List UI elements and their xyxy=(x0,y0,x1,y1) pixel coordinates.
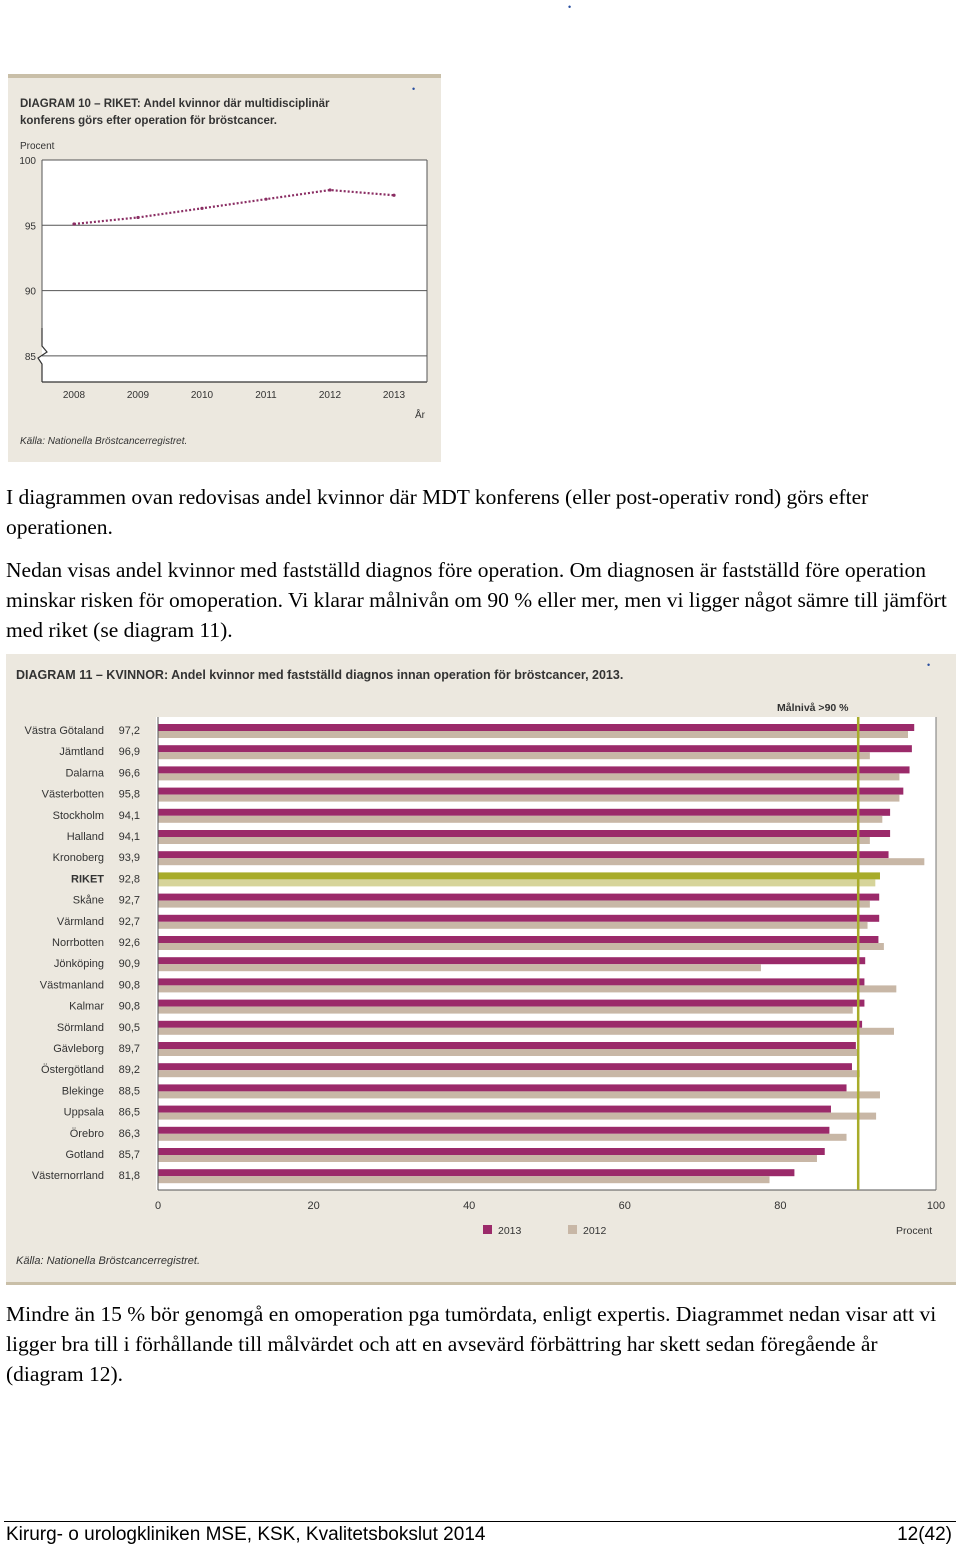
value-label: 86,3 xyxy=(118,1127,140,1140)
bar-2013 xyxy=(158,1042,856,1049)
x-tick-label: 2009 xyxy=(126,390,150,401)
bar-2012 xyxy=(158,1091,880,1098)
category-label: Jämtland xyxy=(59,746,104,759)
data-point xyxy=(392,194,395,197)
bar-2012 xyxy=(158,1134,847,1141)
diagram-10-svg xyxy=(8,78,441,462)
value-label: 92,7 xyxy=(118,894,140,907)
x-tick-label: 60 xyxy=(618,1200,631,1212)
source-note: Källa: Nationella Bröstcancerregistret. xyxy=(20,436,188,447)
y-tick-label: 85 xyxy=(24,351,36,363)
paragraph-mdt: I diagrammen ovan redovisas andel kvinnor där MDT konferens (eller post-operativ rond) görs efter operationen. xyxy=(6,485,869,539)
value-label: 92,7 xyxy=(118,915,140,928)
legend-label-2012: 2012 xyxy=(583,1225,607,1237)
bar-2013 xyxy=(158,978,864,985)
bar-2012 xyxy=(158,795,899,802)
bar-2012 xyxy=(158,1113,876,1120)
bar-2013 xyxy=(158,809,890,816)
category-labels xyxy=(25,725,105,1182)
bar-2013 xyxy=(158,724,914,731)
bar-2012 xyxy=(158,858,924,865)
bar-2013 xyxy=(158,851,889,858)
category-label: Stockholm xyxy=(52,809,104,822)
value-label: 92,8 xyxy=(118,873,140,886)
x-tick-label: 100 xyxy=(926,1200,946,1212)
category-label: Norrbotten xyxy=(52,937,104,949)
value-label: 89,7 xyxy=(118,1043,140,1055)
diagram-10-mark: • xyxy=(412,84,416,94)
diagram-10-title-line2: konferens görs efter operation för bröstcancer. xyxy=(20,115,277,127)
value-label: 95,8 xyxy=(118,788,140,801)
value-label: 88,5 xyxy=(118,1085,140,1098)
bar-2013 xyxy=(158,745,912,752)
category-label: Värmland xyxy=(56,915,104,928)
bar-2012 xyxy=(158,731,908,738)
bar-2012 xyxy=(158,1070,860,1077)
value-label: 90,8 xyxy=(118,979,140,992)
bar-2012 xyxy=(158,901,870,908)
x-tick-labels xyxy=(63,390,406,401)
category-label: RIKET xyxy=(71,873,104,886)
bar-2012 xyxy=(158,1028,894,1035)
footer-title: Kirurg- o urologkliniken MSE, KSK, Kvalitetsbokslut 2014 xyxy=(6,1524,486,1545)
diagram-11 xyxy=(6,654,956,1285)
value-label: 92,6 xyxy=(118,937,140,949)
data-point xyxy=(328,188,331,191)
bar-2013 xyxy=(158,957,865,964)
diagram-11-mark: • xyxy=(927,660,931,670)
data-point xyxy=(72,222,75,225)
data-point xyxy=(264,198,267,201)
value-label: 81,8 xyxy=(118,1170,140,1183)
y-tick-labels xyxy=(19,156,36,363)
diagram-10-title-line1: DIAGRAM 10 – RIKET: Andel kvinnor där multidisciplinär xyxy=(20,98,330,110)
page-number: 12(42) xyxy=(897,1524,952,1545)
paragraph-diagnos: Nedan visas andel kvinnor med fastställd diagnos före operation. Om diagnosen är fastställd före operation minskar risken för omoperation. Vi klarar målnivån om 90 % eller mer, men vi ligger något sämre till jämfört med riket (se diagram 11). xyxy=(6,558,947,642)
value-label: 94,1 xyxy=(118,809,140,822)
category-label: Örebro xyxy=(69,1127,104,1140)
y-tick-label: 90 xyxy=(24,286,36,298)
x-tick-label: 2011 xyxy=(255,390,277,401)
legend-swatch-2012 xyxy=(568,1225,577,1234)
value-label: 90,8 xyxy=(118,1000,140,1013)
category-label: Uppsala xyxy=(63,1106,104,1119)
category-label: Kronoberg xyxy=(52,852,104,865)
target-label: Målnivå >90 % xyxy=(777,702,849,714)
category-label: Blekinge xyxy=(61,1085,104,1098)
bar-2013 xyxy=(158,1063,852,1070)
category-label: Västra Götaland xyxy=(24,725,104,737)
value-label: 96,6 xyxy=(118,767,140,780)
bar-2013 xyxy=(158,788,903,795)
bar-2012 xyxy=(158,752,870,759)
diagram-11-svg xyxy=(6,654,956,1282)
bar-2013 xyxy=(158,1106,831,1113)
x-tick-label: 40 xyxy=(463,1200,476,1212)
x-axis-label: Procent xyxy=(896,1225,933,1237)
x-tick-label: 2013 xyxy=(382,390,406,401)
value-labels xyxy=(119,725,140,1182)
bar-2013 xyxy=(158,894,879,901)
bar-2012 xyxy=(158,1155,817,1162)
bar-2012 xyxy=(158,1049,857,1056)
footer-rule xyxy=(4,1521,956,1522)
category-label: Västernorrland xyxy=(31,1170,104,1183)
x-tick-label: 20 xyxy=(307,1200,320,1212)
bar-2013 xyxy=(158,830,890,837)
value-label: 89,2 xyxy=(118,1064,140,1077)
bar-2012 xyxy=(158,1007,853,1014)
y-axis-label: Procent xyxy=(20,141,55,152)
x-tick-label: 2012 xyxy=(318,390,342,401)
category-label: Halland xyxy=(66,831,104,843)
data-point xyxy=(200,207,203,210)
bar-2012 xyxy=(158,922,868,929)
category-label: Kalmar xyxy=(69,1000,104,1013)
bar-2013 xyxy=(158,915,879,922)
legend-swatch-2013 xyxy=(483,1225,492,1234)
category-label: Gotland xyxy=(65,1149,104,1161)
category-label: Östergötland xyxy=(41,1064,104,1077)
diagram-11-title: DIAGRAM 11 – KVINNOR: Andel kvinnor med fastställd diagnos innan operation för bröstcancer, 2013. xyxy=(16,668,624,682)
x-tick-label: 2008 xyxy=(62,390,86,401)
category-label: Västmanland xyxy=(39,979,104,992)
page-mark: • xyxy=(568,2,572,12)
bar-2013 xyxy=(158,936,878,943)
bar-2012 xyxy=(158,879,875,886)
bar-2012 xyxy=(158,837,870,844)
bar-2012 xyxy=(158,816,882,823)
category-label: Jönköping xyxy=(53,958,104,971)
bar-2012 xyxy=(158,985,896,992)
category-label: Dalarna xyxy=(65,767,104,780)
bar-2013 xyxy=(158,1021,862,1028)
bar-2013 xyxy=(158,1148,825,1155)
bar-2013 xyxy=(158,1084,847,1091)
value-label: 90,5 xyxy=(118,1021,140,1034)
bar-2012 xyxy=(158,1176,770,1183)
bar-2013 xyxy=(158,872,880,879)
data-point xyxy=(136,216,139,219)
bar-2013 xyxy=(158,1169,794,1176)
category-label: Skåne xyxy=(72,894,104,907)
bar-2013 xyxy=(158,766,910,773)
x-tick-label: 0 xyxy=(154,1200,162,1212)
value-label: 94,1 xyxy=(118,831,140,843)
value-label: 85,7 xyxy=(118,1149,140,1161)
source-note: Källa: Nationella Bröstcancerregistret. xyxy=(16,1255,201,1267)
x-tick-label: 2010 xyxy=(190,390,214,401)
bar-2012 xyxy=(158,964,761,971)
value-label: 97,2 xyxy=(118,725,140,737)
bar-2012 xyxy=(158,943,884,950)
legend-label-2013: 2013 xyxy=(498,1225,522,1237)
diagram-10 xyxy=(8,74,441,462)
x-axis-label: År xyxy=(415,410,425,421)
bar-2012 xyxy=(158,773,899,780)
category-label: Gävleborg xyxy=(53,1043,104,1055)
y-tick-label: 100 xyxy=(19,156,36,167)
x-tick-labels xyxy=(155,1200,945,1212)
page-footer xyxy=(6,1524,952,1546)
x-tick-label: 80 xyxy=(774,1200,787,1212)
value-label: 96,9 xyxy=(118,746,140,759)
value-label: 90,9 xyxy=(118,958,140,971)
value-label: 86,5 xyxy=(118,1106,140,1119)
category-label: Västerbotten xyxy=(41,788,104,801)
value-label: 93,9 xyxy=(118,852,140,865)
y-tick-label: 95 xyxy=(24,221,36,233)
category-label: Sörmland xyxy=(56,1021,104,1034)
bar-2013 xyxy=(158,1000,864,1007)
bar-2013 xyxy=(158,1127,829,1134)
paragraph-omoperation: Mindre än 15 % bör genomgå en omoperation pga tumördata, enligt expertis. Diagrammet nedan visar att vi ligger bra till i förhållande till målvärdet och att en avsevärd förbättring har skett sedan föregående år (diagram 12). xyxy=(6,1302,937,1386)
